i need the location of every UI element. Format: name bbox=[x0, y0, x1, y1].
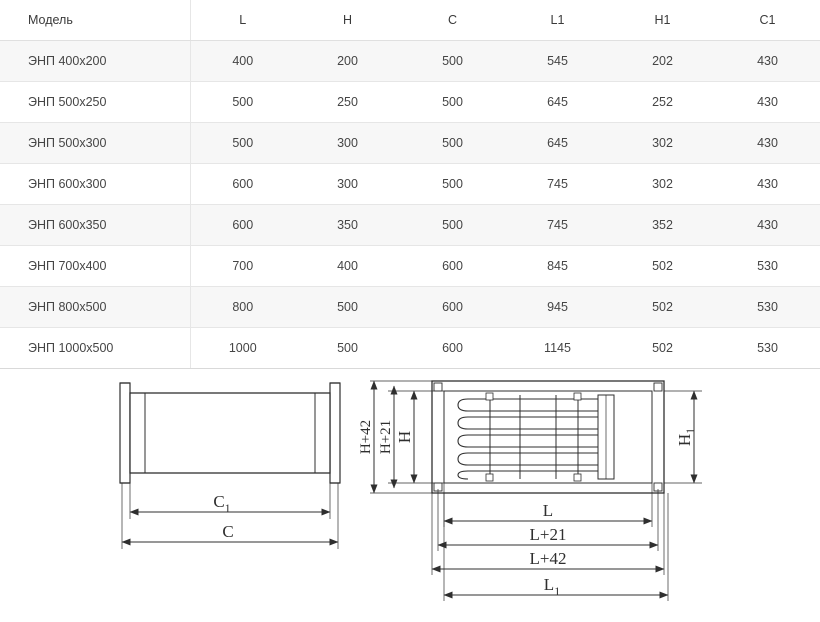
table-row bbox=[0, 164, 820, 205]
cell-l: 800 bbox=[190, 287, 295, 328]
side-view-left-flange bbox=[120, 383, 130, 483]
cell-c1: 430 bbox=[715, 205, 820, 246]
cell-h: 500 bbox=[295, 328, 400, 369]
cell-c1: 430 bbox=[715, 123, 820, 164]
cell-l1: 745 bbox=[505, 205, 610, 246]
front-view-dim-l21-label: L+21 bbox=[529, 525, 567, 544]
cell-h: 500 bbox=[295, 287, 400, 328]
cell-c1: 530 bbox=[715, 328, 820, 369]
cell-model: ЭНП 400x200 bbox=[0, 41, 190, 82]
column-header-h: H bbox=[295, 0, 400, 41]
front-view-inner-frame bbox=[444, 391, 652, 483]
column-header-model: Модель bbox=[0, 0, 190, 41]
column-header-c: C bbox=[400, 0, 505, 41]
front-view-bolt-tl bbox=[434, 383, 442, 391]
table-body bbox=[0, 41, 820, 369]
cell-model: ЭНП 600x350 bbox=[0, 205, 190, 246]
cell-h1: 202 bbox=[610, 41, 715, 82]
cell-c1: 430 bbox=[715, 41, 820, 82]
cell-h1: 302 bbox=[610, 164, 715, 205]
cell-c1: 430 bbox=[715, 82, 820, 123]
cell-l: 700 bbox=[190, 246, 295, 287]
cell-c1: 530 bbox=[715, 246, 820, 287]
cell-h1: 502 bbox=[610, 246, 715, 287]
cell-c: 500 bbox=[400, 205, 505, 246]
table-row bbox=[0, 287, 820, 328]
table-row bbox=[0, 205, 820, 246]
side-view bbox=[120, 383, 340, 549]
side-view-dim-c-label: C bbox=[222, 522, 234, 541]
cell-l: 500 bbox=[190, 82, 295, 123]
cell-l1: 645 bbox=[505, 123, 610, 164]
column-header-h1: H1 bbox=[610, 0, 715, 41]
cell-l: 400 bbox=[190, 41, 295, 82]
table-header bbox=[0, 0, 820, 41]
cell-l1: 545 bbox=[505, 41, 610, 82]
cell-h: 300 bbox=[295, 123, 400, 164]
cell-l1: 645 bbox=[505, 82, 610, 123]
front-view-dim-h42-label: H+42 bbox=[358, 419, 374, 455]
cell-h: 200 bbox=[295, 41, 400, 82]
front-view-connector-top-2 bbox=[574, 393, 581, 400]
side-view-body bbox=[130, 393, 330, 473]
cell-c: 600 bbox=[400, 246, 505, 287]
front-view-dim-l-label: L bbox=[542, 501, 554, 520]
cell-model: ЭНП 500x250 bbox=[0, 82, 190, 123]
cell-c: 500 bbox=[400, 41, 505, 82]
cell-l1: 1145 bbox=[505, 328, 610, 369]
cell-c1: 430 bbox=[715, 164, 820, 205]
cell-h1: 502 bbox=[610, 287, 715, 328]
side-view-right-flange bbox=[330, 383, 340, 483]
table-row bbox=[0, 246, 820, 287]
front-view bbox=[358, 381, 702, 601]
table-row bbox=[0, 41, 820, 82]
table-row bbox=[0, 82, 820, 123]
cell-model: ЭНП 1000x500 bbox=[0, 328, 190, 369]
cell-l: 600 bbox=[190, 164, 295, 205]
front-view-bolt-tr bbox=[654, 383, 662, 391]
table-row bbox=[0, 123, 820, 164]
cell-model: ЭНП 700x400 bbox=[0, 246, 190, 287]
column-header-l1: L1 bbox=[505, 0, 610, 41]
front-view-connector-top-1 bbox=[486, 393, 493, 400]
cell-h: 250 bbox=[295, 82, 400, 123]
cell-h1: 252 bbox=[610, 82, 715, 123]
cell-model: ЭНП 600x300 bbox=[0, 164, 190, 205]
cell-model: ЭНП 500x300 bbox=[0, 123, 190, 164]
cell-h: 350 bbox=[295, 205, 400, 246]
side-view-dim-c1-label: $C_1$ bbox=[213, 492, 231, 515]
cell-h1: 352 bbox=[610, 205, 715, 246]
cell-c: 500 bbox=[400, 123, 505, 164]
front-view-connector-bottom-1 bbox=[486, 474, 493, 481]
cell-l: 600 bbox=[190, 205, 295, 246]
column-header-l: L bbox=[190, 0, 295, 41]
cell-c1: 530 bbox=[715, 287, 820, 328]
front-view-dim-h-label: H bbox=[395, 430, 414, 444]
cell-c: 600 bbox=[400, 328, 505, 369]
front-view-dim-l42-label: L+42 bbox=[529, 549, 567, 568]
cell-h: 300 bbox=[295, 164, 400, 205]
table-row bbox=[0, 328, 820, 369]
cell-c: 500 bbox=[400, 82, 505, 123]
front-view-connector-bottom-2 bbox=[574, 474, 581, 481]
cell-h1: 502 bbox=[610, 328, 715, 369]
column-header-c1: C1 bbox=[715, 0, 820, 41]
cell-c: 500 bbox=[400, 164, 505, 205]
front-view-dim-l1-label: $L_1$ bbox=[543, 575, 561, 598]
cell-h: 400 bbox=[295, 246, 400, 287]
cell-l: 1000 bbox=[190, 328, 295, 369]
cell-model: ЭНП 800x500 bbox=[0, 287, 190, 328]
cell-l1: 745 bbox=[505, 164, 610, 205]
table-header-row bbox=[0, 0, 820, 41]
technical-drawing bbox=[0, 369, 820, 619]
cell-l: 500 bbox=[190, 123, 295, 164]
cell-l1: 945 bbox=[505, 287, 610, 328]
front-view-dim-h1-label: $H_1$ bbox=[675, 427, 697, 447]
drawing-svg bbox=[0, 369, 820, 619]
cell-c: 600 bbox=[400, 287, 505, 328]
cell-h1: 302 bbox=[610, 123, 715, 164]
front-view-dim-h21-label: H+21 bbox=[378, 419, 394, 455]
cell-l1: 845 bbox=[505, 246, 610, 287]
